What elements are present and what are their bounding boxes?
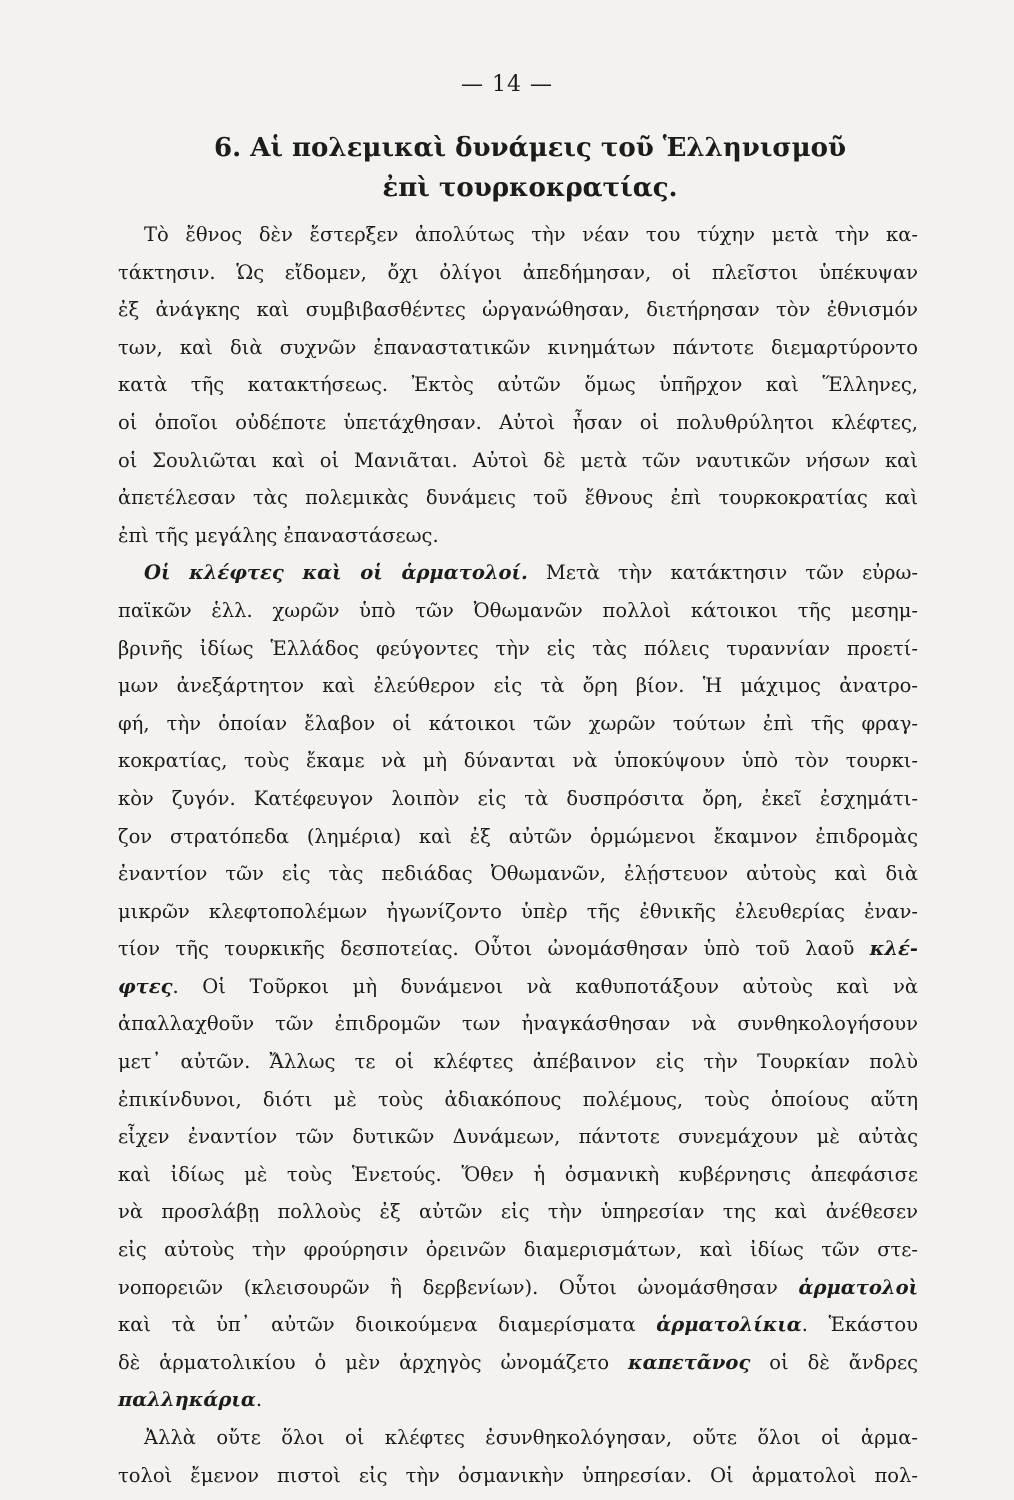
text-line: εἶχεν ἐναντίον τῶν δυτικῶν Δυνάμεων, πάντοτε συνεμάχουν μὲ αὐτὰς [118,1125,918,1149]
text-line [118,554,918,592]
text-line: Τὸ ἔθνος δὲν ἔστερξεν ἀπολύτως τὴν νέαν του τύχην μετὰ τὴν κα- [144,223,918,246]
body-text [118,216,918,1494]
text-line: Ἀλλὰ οὔτε ὅλοι οἱ κλέφτες ἐσυνθηκολόγησαν, οὔτε ὅλοι οἱ ἁρμα- [144,1426,918,1449]
text-line: τάκτησιν. Ὡς εἴδομεν, ὄχι ὀλίγοι ἀπεδήμησαν, οἱ πλεῖστοι ὑπέκυψαν [118,260,918,284]
text-line: τολοὶ ἔμενον πιστοὶ εἰς τὴν ὀσμανικὴν ὑπηρεσίαν. Οἱ ἁρματολοὶ πολ- [118,1463,918,1487]
text-line [118,930,918,968]
text-line: ζον στρατόπεδα (λημέρια) καὶ ἐξ αὐτῶν ὁρμώμενοι ἔκαμνον ἐπιδρομὰς [118,824,918,848]
text-run: . Οἱ Τοῦρκοι μὴ δυνάμενοι νὰ καθυποτάξουν αὐτοὺς καὶ νὰ [172,974,918,998]
text-run: Μετὰ τὴν κατάκτησιν τῶν εὐρω- [545,561,918,585]
term-armatolikia: ἁρματολίκια [656,1313,802,1337]
term-pallikaria: παλληκάρια [118,1388,256,1412]
text-line: νὰ προσλάβῃ πολλοὺς ἐξ αὐτῶν εἰς τὴν ὑπηρεσίαν της καὶ ἀνέθεσεν [118,1200,918,1224]
text-line [118,1344,918,1382]
text-run: . [255,1388,263,1412]
text-line [118,1381,918,1419]
section-heading [150,128,910,208]
text-line: των, καὶ διὰ συχνῶν ἐπαναστατικῶν κινημάτων πάντοτε διεμαρτύροντο [118,335,918,359]
section-heading-line-1: 6. Αἱ πολεμικαὶ δυνάμεις τοῦ Ἑλληνισμοῦ [214,133,846,163]
term-klephtes: κλέ- [869,937,919,961]
text-line: οἱ ὁποῖοι οὐδέποτε ὑπετάχθησαν. Αὐτοὶ ἦσαν οἱ πολυθρύλητοι κλέφτες, [118,410,918,434]
text-line: ἐπὶ τῆς μεγάλης ἐπαναστάσεως. [118,523,439,547]
text-line: ἀπαλλαχθοῦν τῶν ἐπιδρομῶν των ἠναγκάσθησαν νὰ συνθηκολογήσουν [118,1012,918,1036]
text-line: οἱ Σουλιῶται καὶ οἱ Μανιᾶται. Αὐτοὶ δὲ μετὰ τῶν ναυτικῶν νήσων καὶ [118,448,918,472]
text-line: καὶ ἰδίως μὲ τοὺς Ἑνετούς. Ὅθεν ἡ ὀσμανικὴ κυβέρνησις ἀπεφάσισε [118,1162,918,1186]
text-line [118,1306,918,1344]
text-run: δὲ ἁρματολικίου ὁ μὲν ἀρχηγὸς ὠνομάζετο [118,1350,610,1374]
text-line: βρινῆς ἰδίως Ἑλλάδος φεύγοντες τὴν εἰς τὰς πόλεις τυραννίαν προετί- [118,636,918,660]
text-line: μων ἀνεξάρτητον καὶ ἐλεύθερον εἰς τὰ ὄρη βίον. Ἡ μάχιμος ἀνατρο- [118,674,918,698]
text-line: εἰς αὐτοὺς τὴν φρούρησιν ὀρεινῶν διαμερισμάτων, καὶ ἰδίως τῶν στε- [118,1238,918,1262]
term-armatoloi: ἁρματολοὶ [798,1275,919,1299]
text-run: καὶ τὰ ὑπ᾽ αὐτῶν διοικούμενα διαμερίσματα [118,1313,636,1337]
text-run: νοπορειῶν (κλεισουρῶν ἢ δερβενίων). Οὗτοι ὠνομάσθησαν [118,1275,778,1299]
text-run: οἱ δὲ ἄνδρες [769,1350,919,1374]
text-line: κὸν ζυγόν. Κατέφευγον λοιπὸν εἰς τὰ δυσπρόσιτα ὄρη, ἐκεῖ ἐσχημάτι- [118,786,918,810]
text-line: ἀπετέλεσαν τὰς πολεμικὰς δυνάμεις τοῦ ἔθνους ἐπὶ τουρκοκρατίας καὶ [118,486,918,510]
subheading: Οἱ κλέφτες καὶ οἱ ἁρματολοί. [144,561,528,585]
term-kapetanos: καπετᾶνος [628,1350,751,1374]
text-line: κοκρατίας, τοὺς ἔκαμε νὰ μὴ δύνανται νὰ ὑποκύψουν ὑπὸ τὸν τουρκι- [118,749,918,773]
text-line: ἐξ ἀνάγκης καὶ συμβιβασθέντες ὠργανώθησαν, διετήρησαν τὸν ἐθνισμόν [118,298,918,322]
text-line [118,1269,918,1307]
text-line [118,968,918,1006]
term-klephtes-end: φτες [118,974,173,998]
text-line: κατὰ τῆς κατακτήσεως. Ἐκτὸς αὐτῶν ὅμως ὑπῆρχον καὶ Ἕλληνες, [118,373,918,397]
text-run: . Ἑκάστου [801,1313,918,1337]
text-line: μικρῶν κλεφτοπολέμων ἠγωνίζοντο ὑπὲρ τῆς ἐθνικῆς ἐλευθερίας ἐναν- [118,899,918,923]
text-line: μετ᾽ αὐτῶν. Ἄλλως τε οἱ κλέφτες ἀπέβαινον εἰς τὴν Τουρκίαν πολὺ [118,1050,918,1074]
section-heading-line-2: ἐπὶ τουρκοκρατίας. [382,173,678,203]
text-line: ἐπικίνδυνοι, διότι μὲ τοὺς ἀδιακόπους πολέμους, τοὺς ὁποίους αὕτη [118,1087,918,1111]
text-line: παϊκῶν ἑλλ. χωρῶν ὑπὸ τῶν Ὀθωμανῶν πολλοὶ κάτοικοι τῆς μεσημ- [118,598,918,622]
page-number: — 14 — [461,72,553,97]
text-run: τίον τῆς τουρκικῆς δεσποτείας. Οὗτοι ὠνομάσθησαν ὑπὸ τοῦ λαοῦ [118,937,855,961]
text-line: ἐναντίον τῶν εἰς τὰς πεδιάδας Ὀθωμανῶν, ἐλῄστευον αὐτοὺς καὶ διὰ [118,862,918,886]
text-line: φή, τὴν ὁποίαν ἔλαβον οἱ κάτοικοι τῶν χωρῶν τούτων ἐπὶ τῆς φραγ- [118,711,918,735]
